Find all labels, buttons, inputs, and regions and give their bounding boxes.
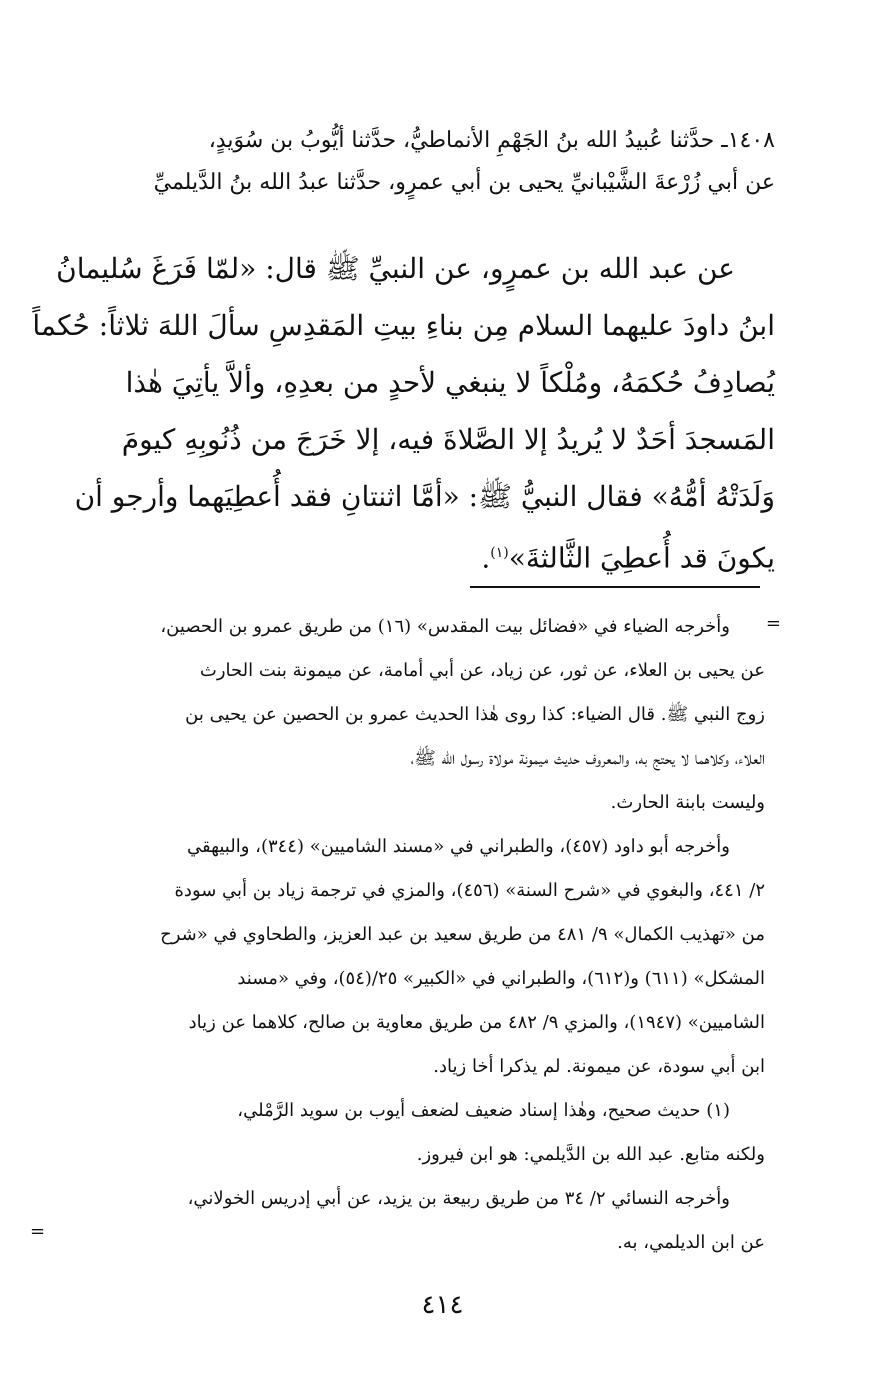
page-number: ٤١٤	[421, 1290, 464, 1320]
footnote-separator	[470, 586, 760, 588]
isnad-line: ١٤٠٨ـ حدَّثنا عُبيدُ الله بنُ الجَهْمِ الأنماطيُّ، حدَّثنا أيُّوبُ بن سُوَيدٍ،	[208, 128, 775, 153]
footnote-line: وأخرجه الضياء في «فضائل بيت المقدس» (١٦) من طريق عمرو بن الحصين،	[160, 616, 730, 637]
matn-end-period: .	[481, 541, 491, 575]
footnote-line: ابن أبي سودة، عن ميمونة. لم يذكرا أخا زياد.	[433, 1056, 765, 1077]
footnote-line: ولكنه متابع. عبد الله بن الدَّيلمي: هو ابن فيروز.	[416, 1144, 765, 1165]
matn-line: عن عبد الله بن عمرٍو، عن النبيِّ ﷺ قال: «لمّا فَرَغَ سُليمانُ	[56, 252, 735, 285]
hadith-isnad	[80, 120, 775, 204]
footnote-line: وليست بابنة الحارث.	[610, 792, 765, 813]
matn-line: وَلَدَتْهُ أمُّهُ» فقال النبيُّ ﷺ: «أمَّا اثنتانِ فقد أُعطِيَهما وأرجو أن	[74, 480, 775, 513]
footnote-line: من «تهذيب الكمال» ٩/ ٤٨١ من طريق سعيد بن عبد العزيز، والطحاوي في «شرح	[160, 924, 765, 945]
matn-line: ابنُ داودَ عليهما السلام مِن بناءِ بيتِ المَقدِسِ سألَ اللهَ ثلاثاً: حُكماً	[32, 309, 775, 342]
matn-last-line	[70, 525, 775, 586]
footnote-line: عن يحيى بن العلاء، عن ثور، عن زياد، عن أبي أمامة، عن ميمونة بنت الحارث	[199, 660, 765, 681]
isnad-line: عن أبي زُرْعةَ الشَّيْبانيِّ يحيى بن أبي عمرٍو، حدَّثنا عبدُ الله بنُ الدَّيلميِّ	[153, 170, 775, 195]
matn-line: يُصادِفُ حُكمَهُ، ومُلْكاً لا ينبغي لأحدٍ من بعدِهِ، وألاَّ يأتِيَ هٰذا	[125, 366, 775, 399]
footnote-line: زوج النبي ﷺ. قال الضياء: كذا روى هٰذا الحديث عمرو بن الحصين عن يحيى بن	[185, 704, 765, 725]
footnotes	[40, 605, 765, 1265]
footnote-line: ٢/ ٤٤١، والبغوي في «شرح السنة» (٤٥٦)، والمزي في ترجمة زياد بن أبي سودة	[174, 880, 765, 901]
footnote-line: عن ابن الديلمي، به.	[617, 1232, 765, 1253]
hadith-matn	[32, 240, 775, 586]
footnote-line: المشكل» (٦١١) و(٦١٢)، والطبراني في «الكبير» ٢٥/(٥٤)، وفي «مسند	[237, 968, 765, 989]
footnote-line: (١) حديث صحيح، وهٰذا إسناد ضعيف لضعف أيوب بن سويد الرَّمْلي،	[237, 1100, 730, 1121]
footnote-line: العلاء، وكلاهما لا يحتج به، والمعروف حديث ميمونة مولاة رسول الله ﷺ،	[410, 748, 765, 769]
footnote-line: الشاميين» (١٩٤٧)، والمزي ٩/ ٤٨٢ من طريق معاوية بن صالح، كلاهما عن زياد	[188, 1012, 765, 1033]
continuation-mark-bottom: =	[30, 1221, 46, 1242]
continuation-mark-top: =	[765, 613, 781, 634]
footnote-reference: (١)	[490, 545, 509, 561]
matn-line-text: يكونَ قد أُعطِيَ الثَّالثةَ»	[508, 541, 775, 575]
matn-line: المَسجدَ أحَدٌ لا يُريدُ إلا الصَّلاةَ فيه، إلا خَرَجَ من ذُنُوبِهِ كيومَ	[121, 423, 775, 456]
footnote-line: وأخرجه النسائي ٢/ ٣٤ من طريق ربيعة بن يزيد، عن أبي إدريس الخولاني،	[187, 1188, 730, 1209]
footnote-line: وأخرجه أبو داود (٤٥٧)، والطبراني في «مسند الشاميين» (٣٤٤)، والبيهقي	[186, 836, 730, 857]
